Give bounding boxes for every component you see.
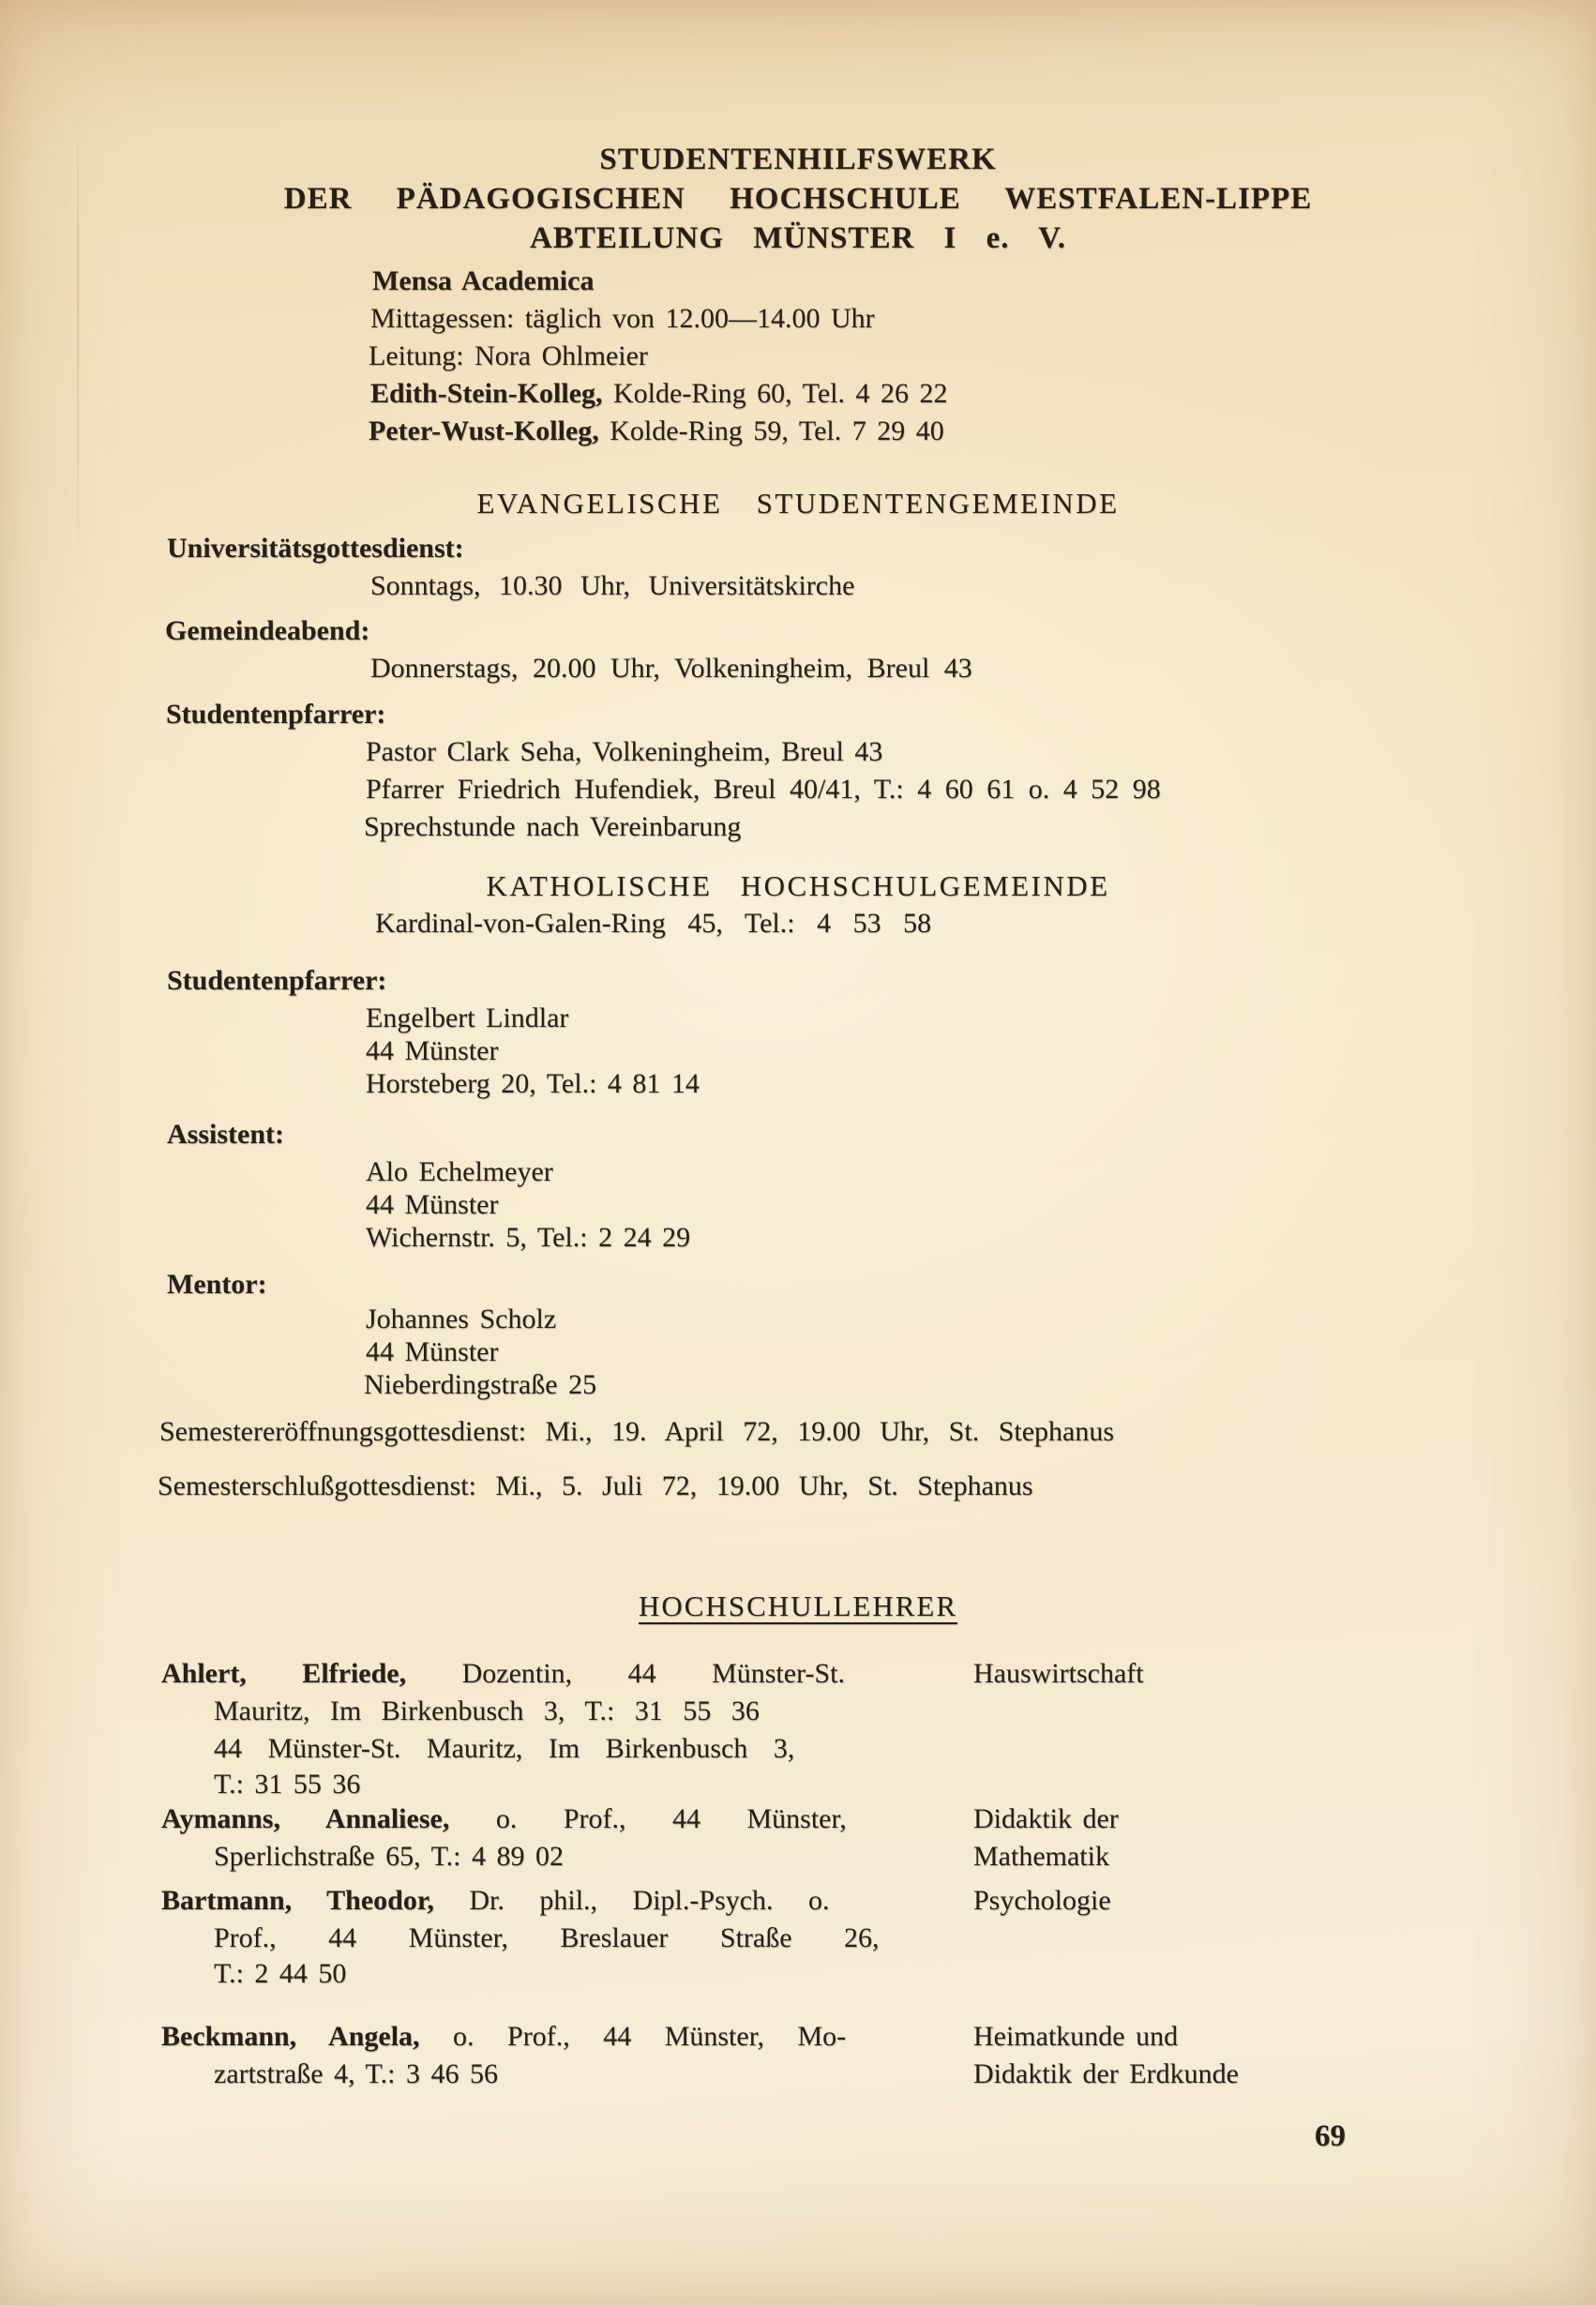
- header-line-3: ABTEILUNG MÜNSTER I e. V.: [529, 221, 1067, 255]
- lecturer-bartmann-subject: Psychologie: [973, 1885, 1111, 1916]
- kath-pfarrer-line-2: 44 Münster: [366, 1035, 499, 1066]
- kolleg-peter-wust-name: Peter-Wust-Kolleg,: [369, 415, 599, 446]
- gemeindeabend-info: Donnerstags, 20.00 Uhr, Volkeningheim, Breul 43: [370, 653, 972, 684]
- semester-open-line: Semestereröffnungsgottesdienst: Mi., 19. April 72, 19.00 Uhr, St. Stephanus: [159, 1416, 1115, 1447]
- evangelische-heading: EVANGELISCHE STUDENTENGEMEINDE: [476, 487, 1120, 520]
- mentor-line-2: 44 Münster: [366, 1336, 499, 1367]
- kolleg-peter-wust-info: Kolde-Ring 59, Tel. 7 29 40: [610, 415, 944, 446]
- lecturer-ahlert-line-1: [161, 1655, 845, 1693]
- ev-pfarrer-line-1: Pastor Clark Seha, Volkeningheim, Breul 43: [366, 736, 883, 767]
- mentor-line-3: Nieberdingstraße 25: [364, 1369, 597, 1400]
- header-line-1: STUDENTENHILFSWERK: [599, 143, 997, 176]
- kath-pfarrer-line-3: Horsteberg 20, Tel.: 4 81 14: [366, 1068, 700, 1099]
- page-number: 69: [1315, 2119, 1346, 2153]
- assistent-label: Assistent:: [167, 1119, 284, 1150]
- gottesdienst-label: Universitätsgottesdienst:: [167, 533, 464, 564]
- lecturer-bartmann-line-1: [161, 1882, 830, 1920]
- assistent-line-3: Wichernstr. 5, Tel.: 2 24 29: [366, 1222, 691, 1253]
- kolleg-peter-wust: [369, 413, 944, 450]
- lecturer-ahlert-subject: Hauswirtschaft: [973, 1658, 1144, 1689]
- mentor-label: Mentor:: [167, 1269, 267, 1300]
- lecturer-bartmann-line-2: Prof., 44 Münster, Breslauer Straße 26,: [214, 1922, 880, 1953]
- lecturer-aymanns-line-2: Sperlichstraße 65, T.: 4 89 02: [214, 1841, 564, 1872]
- mentor-line-1: Johannes Scholz: [366, 1303, 557, 1334]
- semester-close-line: Semesterschlußgottesdienst: Mi., 5. Juli 72, 19.00 Uhr, St. Stephanus: [158, 1470, 1033, 1501]
- mensa-leitung: Leitung: Nora Ohlmeier: [369, 340, 648, 371]
- lecturer-beckmann-line-1: [161, 2018, 846, 2056]
- lecturer-ahlert-line-2: Mauritz, Im Birkenbusch 3, T.: 31 55 36: [214, 1695, 760, 1726]
- lecturer-ahlert-rest: Dozentin, 44 Münster-St.: [461, 1658, 845, 1689]
- kath-pfarrer-label: Studentenpfarrer:: [167, 965, 387, 996]
- lecturer-beckmann-line-2: zartstraße 4, T.: 3 46 56: [214, 2058, 498, 2089]
- ev-pfarrer-line-2: Pfarrer Friedrich Hufendiek, Breul 40/41, T.: 4 60 61 o. 4 52 98: [366, 774, 1161, 805]
- lecturer-aymanns-subject-1: Didaktik der: [973, 1803, 1119, 1834]
- lecturer-beckmann-rest: o. Prof., 44 Münster, Mo-: [453, 2021, 847, 2052]
- mensa-title: Mensa Academica: [372, 265, 595, 296]
- lecturer-ahlert-line-3: 44 Münster-St. Mauritz, Im Birkenbusch 3,: [214, 1733, 795, 1764]
- lecturer-bartmann-rest: Dr. phil., Dipl.-Psych. o.: [469, 1885, 830, 1916]
- lecturer-aymanns-line-1: [161, 1800, 847, 1838]
- hochschullehrer-heading: HOCHSCHULLEHRER: [638, 1589, 957, 1622]
- mensa-hours: Mittagessen: täglich von 12.00—14.00 Uhr: [370, 303, 875, 334]
- ev-pfarrer-line-3: Sprechstunde nach Vereinbarung: [364, 811, 742, 842]
- katholische-address: Kardinal-von-Galen-Ring 45, Tel.: 4 53 58: [375, 908, 932, 939]
- lecturer-beckmann-subject-1: Heimatkunde und: [973, 2021, 1179, 2052]
- header-line-2: DER PÄDAGOGISCHEN HOCHSCHULE WESTFALEN-LIPPE: [283, 182, 1313, 216]
- lecturer-aymanns-subject-2: Mathematik: [973, 1841, 1109, 1872]
- lecturer-bartmann-name: Bartmann, Theodor,: [161, 1885, 434, 1916]
- lecturer-aymanns-rest: o. Prof., 44 Münster,: [495, 1803, 847, 1834]
- lecturer-bartmann-line-3: T.: 2 44 50: [214, 1958, 347, 1989]
- katholische-heading: KATHOLISCHE HOCHSCHULGEMEINDE: [486, 869, 1110, 902]
- kath-pfarrer-line-1: Engelbert Lindlar: [366, 1002, 569, 1033]
- lecturer-aymanns-name: Aymanns, Annaliese,: [161, 1803, 450, 1834]
- lecturer-ahlert-line-4: T.: 31 55 36: [214, 1769, 361, 1800]
- lecturer-beckmann-name: Beckmann, Angela,: [161, 2021, 420, 2052]
- gemeindeabend-label: Gemeindeabend:: [165, 615, 370, 646]
- kolleg-edith-stein-name: Edith-Stein-Kolleg,: [370, 378, 603, 409]
- assistent-line-1: Alo Echelmeyer: [366, 1156, 553, 1187]
- lecturer-beckmann-subject-2: Didaktik der Erdkunde: [973, 2058, 1239, 2089]
- assistent-line-2: 44 Münster: [366, 1189, 499, 1220]
- gottesdienst-info: Sonntags, 10.30 Uhr, Universitätskirche: [370, 570, 855, 601]
- lecturer-ahlert-name: Ahlert, Elfriede,: [161, 1658, 407, 1689]
- kolleg-edith-stein-info: Kolde-Ring 60, Tel. 4 26 22: [613, 378, 948, 409]
- ev-pfarrer-label: Studentenpfarrer:: [166, 699, 386, 730]
- kolleg-edith-stein: [370, 375, 948, 413]
